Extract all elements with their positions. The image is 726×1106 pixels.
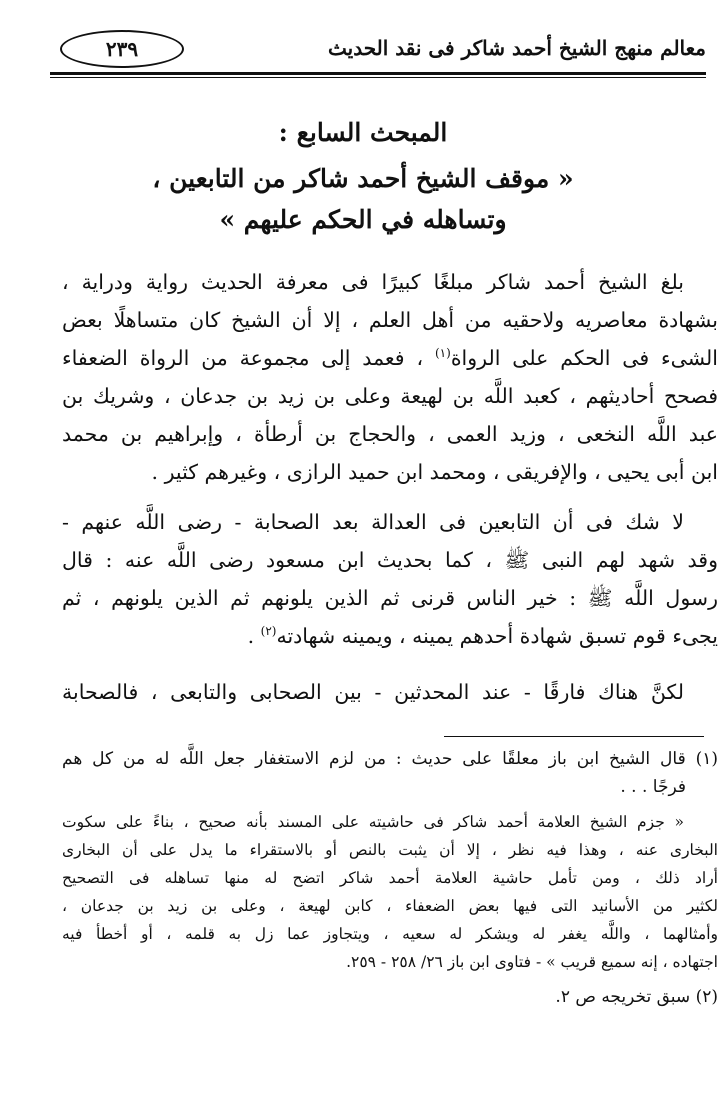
header-rule-thin — [50, 77, 706, 78]
text-segment: يجىء قوم تسبق شهادة أحدهم يمينه ، ويمينه شهادته — [276, 624, 718, 648]
footnote-ref-1: (١) — [434, 346, 451, 361]
text-line: لا شك فى أن التابعين فى العدالة بعد الصحابة - رضى اللَّه عنهم - — [62, 510, 684, 534]
text-segment: ، فعمد إلى مجموعة من الرواة الضعفاء — [62, 346, 424, 370]
text-line: وقد شهد لهم النبى ﷺ ، كما بحديث ابن مسعود رضى اللَّه عنه : قال — [62, 548, 718, 572]
footnote-ref-2: (٢) — [260, 624, 277, 639]
text-segment: . — [247, 624, 255, 648]
text-line: فصحح أحاديثهم ، كعبد اللَّه بن لهيعة وعلى بن زيد بن جدعان ، وشريك بن — [62, 384, 718, 408]
footnote-line: (١) قال الشيخ ابن باز معلقًا على حديث : من لزم الاستغفار جعل اللَّه له من كل هم — [62, 749, 718, 769]
text-line: رسول اللَّه ﷺ : خير الناس قرنى ثم الذين يلونهم ثم الذين يلونهم ، ثم — [62, 586, 718, 610]
footnote-line: وأمثالهما ، واللَّه يغفر له ويشكر له سعيه ، ويتجاوز عما زل به قلمه ، أو أخطأ فيه — [62, 925, 718, 943]
footnote-line: « جزم الشيخ العلامة أحمد شاكر فى حاشيته على المسند بأنه صحيح ، بناءً على سكوت — [62, 813, 684, 831]
text-line — [62, 338, 718, 378]
section-label: المبحث السابع : — [278, 118, 448, 147]
footnote-separator — [444, 736, 704, 737]
section-title-line1: « موقف الشيخ أحمد شاكر من التابعين ، — [152, 164, 574, 193]
text-line: ابن أبى يحيى ، والإفريقى ، ومحمد ابن حميد الرازى ، وغيرهم كثير . — [151, 460, 718, 484]
book-title: معالم منهج الشيخ أحمد شاكر فى نقد الحديث — [328, 36, 706, 60]
section-title-line2: وتساهله في الحكم عليهم » — [219, 205, 507, 234]
page-number: ٢٣٩ — [60, 30, 184, 68]
footnote-line: لكثير من الأسانيد التى فيها بعض الضعفاء ، كابن لهيعة ، وعلى بن زيد بن جدعان ، — [62, 897, 718, 915]
text-segment: الشىء فى الحكم على الرواة — [450, 346, 718, 370]
text-line: لكنَّ هناك فارقًا - عند المحدثين - بين الصحابى والتابعى ، فالصحابة — [62, 680, 684, 704]
footnote-line: البخارى عنه ، وهذا فيه نظر ، إلا أن يثبت بالنص أو بالاستقراء ما يدل على أن البخارى — [62, 841, 718, 859]
running-header — [50, 28, 706, 70]
footnote-line: اجتهاده ، إنه سميع قريب » - فتاوى ابن باز ٢٦/ ٢٥٨ - ٢٥٩. — [346, 953, 718, 971]
text-line: بلغ الشيخ أحمد شاكر مبلغًا كبيرًا فى معرفة الحديث رواية ودراية ، — [62, 270, 684, 294]
text-line — [62, 616, 718, 656]
footnote-line: فرجًا . . . — [620, 777, 686, 797]
text-line: بشهادة معاصريه ولاحقيه من أهل العلم ، إلا أن الشيخ كان متساهلًا بعض — [62, 308, 718, 332]
text-line: عبد اللَّه النخعى ، وزيد العمى ، والحجاج بن أرطأة ، وإبراهيم بن محمد — [62, 422, 718, 446]
footnote-line: أراد ذلك ، ومن تأمل حاشية العلامة أحمد شاكر اتضح له منها تساهله فى التصحيح — [62, 869, 718, 887]
footnote-line: (٢) سبق تخريجه ص ٢. — [555, 987, 718, 1007]
header-rule — [50, 72, 706, 75]
